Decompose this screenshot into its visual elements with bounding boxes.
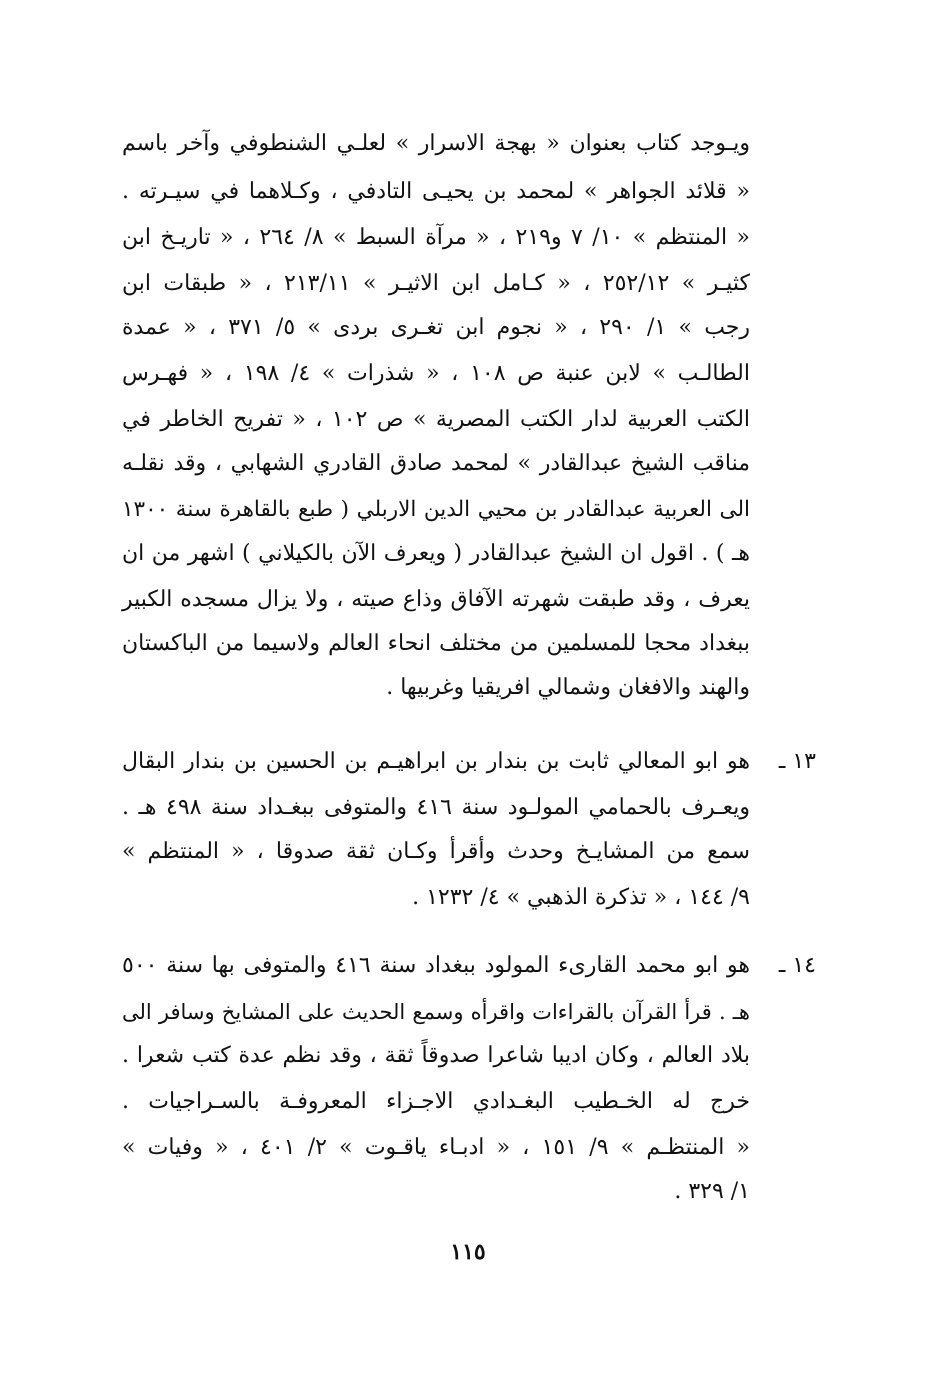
text-line: الطالـب » لابن عنبة ص ١٠٨ ، « شذرات » ٤/ ١٩٨ ، « فهـرس xyxy=(122,361,750,386)
text-line: هـ ) . اقول ان الشيخ عبدالقادر ( ويعرف الآن بالكيلاني ) اشهر من ان xyxy=(122,541,750,566)
text-line: ويـوجد كتاب بعنوان « بهجة الاسرار » لعلـي الشنطوفي وآخر باسم xyxy=(122,131,750,156)
text-line: ١/ ٣٢٩ . xyxy=(674,1179,750,1204)
text-line: بلاد العالم ، وكان اديبا شاعرا صدوقاً ثقة ، وقد نظم عدة كتب شعرا . xyxy=(122,1043,750,1068)
text-line: هو ابو محمد القارىء المولود ببغداد سنة ٤١٦ والمتوفى بها سنة ٥٠٠ xyxy=(122,953,751,978)
text-line: يعرف ، وقد طبقت شهرته الآفاق وذاع صيته ، ولا يزال مسجده الكبير xyxy=(122,587,750,612)
text-line: رجب » ١/ ٢٩٠ ، « نجوم ابن تغـرى بردى » ٥/ ٣٧١ ، « عمدة xyxy=(122,315,751,340)
text-line: ٩/ ١٤٤ ، « تذكرة الذهبي » ٤/ ١٢٣٢ . xyxy=(412,885,750,910)
text-line: الى العربية عبدالقادر بن محيي الدين الاربلي ( طبع بالقاهرة سنة ١٣٠٠ xyxy=(122,497,750,522)
text-line: « المنتظم » ١٠/ ٧ و٢١٩ ، « مرآة السبط » ٨/ ٢٦٤ ، « تاريـخ ابن xyxy=(122,225,750,250)
entry-number: ١٣ ـ xyxy=(778,749,816,774)
text-line: سمع من المشايـخ وحدث وأقرأ وكـان ثقة صدوقا ، « المنتظم » xyxy=(122,839,750,864)
text-line: مناقب الشيخ عبدالقادر » لمحمد صادق القادري الشهابي ، وقد نقلـه xyxy=(122,451,750,476)
text-line: « المنتظـم » ٩/ ١٥١ ، « ادبـاء ياقـوت » ٢/ ٤٠١ ، « وفيات » xyxy=(122,1135,751,1160)
text-line: والهند والافغان وشمالي افريقيا وغربيها . xyxy=(386,675,750,700)
text-line: هو ابو المعالي ثابت بن بندار بن ابراهيـم بن الحسين بن بندار البقال xyxy=(122,749,750,774)
text-line: « قلائد الجواهر » لمحمد بن يحيـى التادفي ، وكـلاهما في سيـرته . xyxy=(122,179,750,204)
text-line: هـ . قرأ القرآن بالقراءات واقرأه وسمع الحديث على المشايخ وسافر الى xyxy=(122,1000,750,1024)
entry-number: ١٤ ـ xyxy=(778,953,816,978)
page-number: ١١٥ xyxy=(450,1239,486,1265)
text-line: الكتب العربية لدار الكتب المصرية » ص ١٠٢ ، « تفريح الخاطر في xyxy=(122,407,751,432)
text-line: خرج له الخـطيب البغـدادي الاجـزاء المعروفـة بالسـراجيات . xyxy=(122,1089,750,1114)
text-line: كثيـر » ٢٥٢/١٢ ، « كـامل ابن الاثيـر » ٢١٣/١١ ، « طبقات ابن xyxy=(122,271,750,296)
text-line: ببغداد محجا للمسلمين من مختلف انحاء العالم ولاسيما من الباكستان xyxy=(122,631,750,656)
text-line: ويعـرف بالحمامي المولـود سنة ٤١٦ والمتوفى ببغـداد سنة ٤٩٨ هـ . xyxy=(122,795,750,820)
